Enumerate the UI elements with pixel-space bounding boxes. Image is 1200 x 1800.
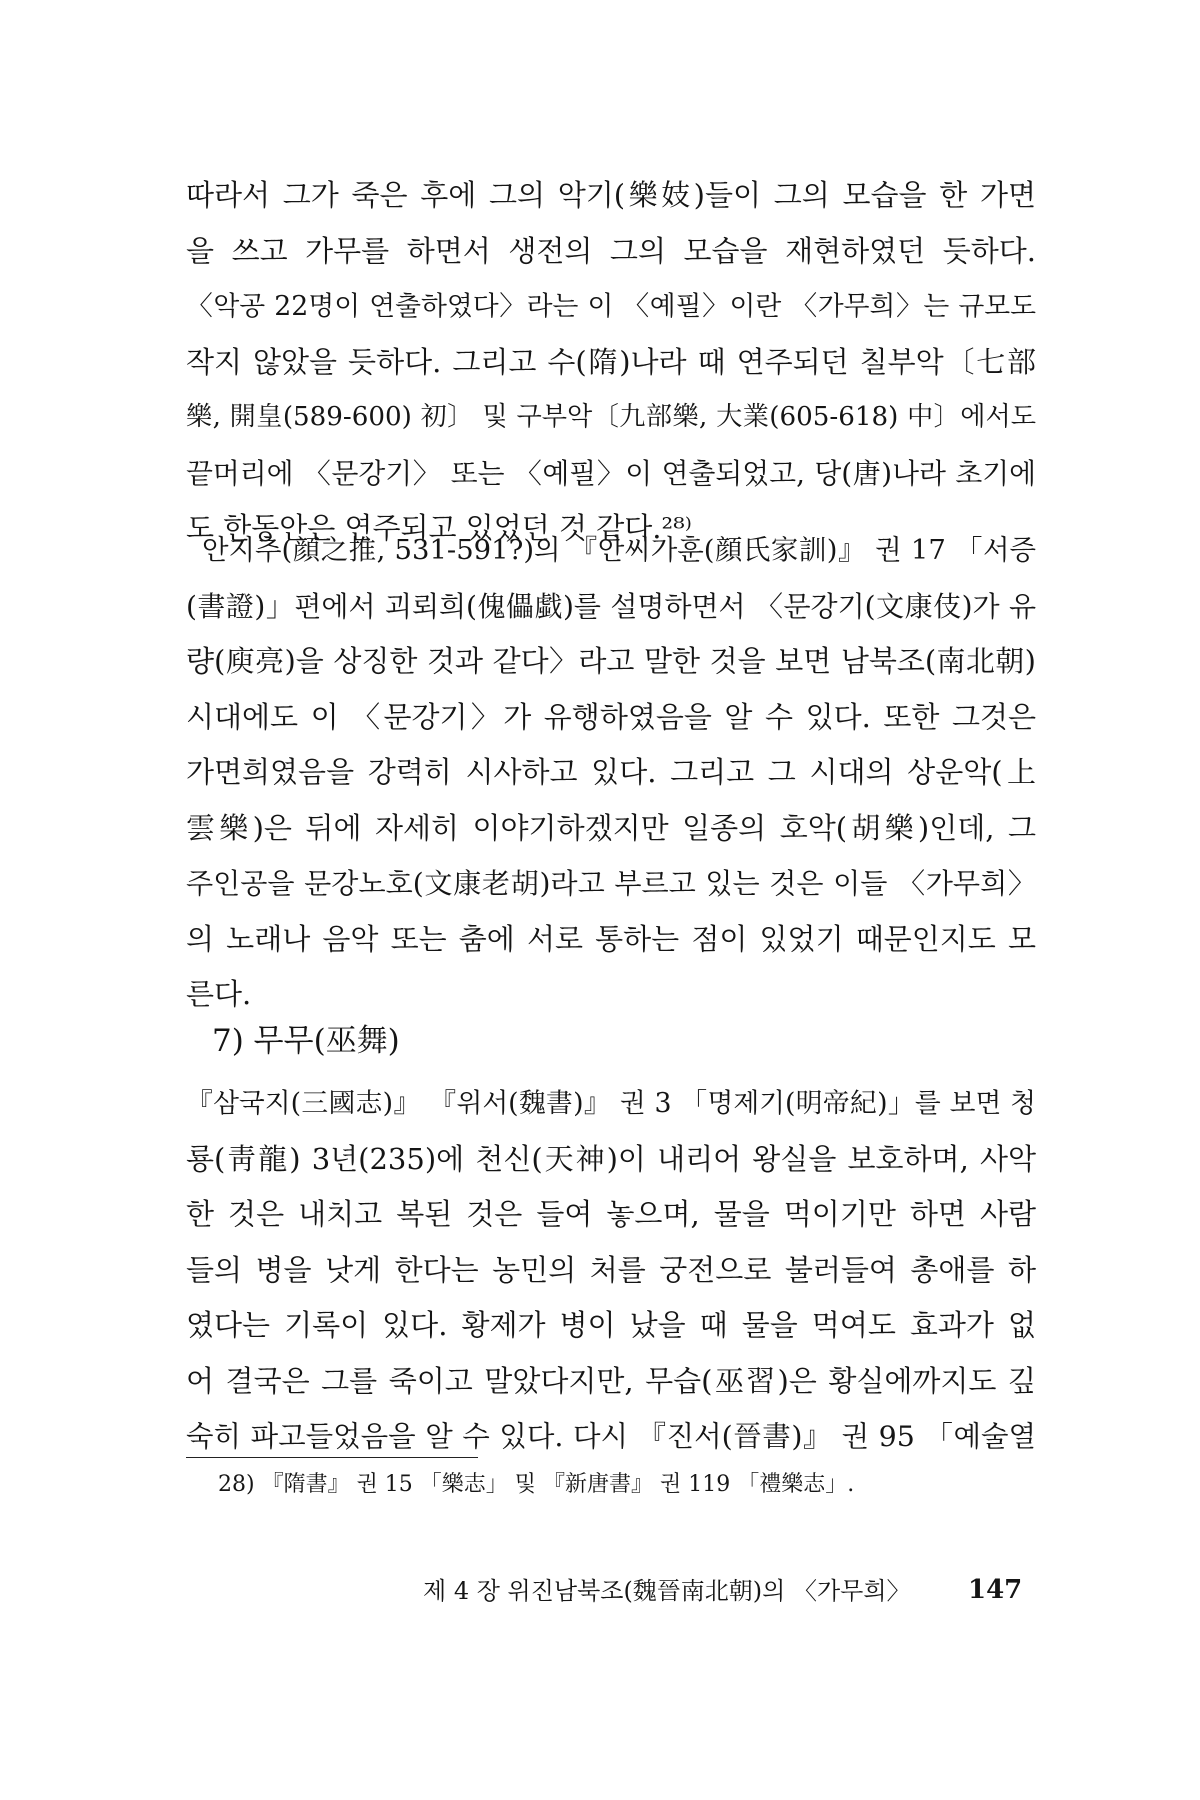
footnote-28: 28) 『隋書』 권 15 「樂志」 및 『新唐書』 권 119 「禮樂志」.	[218, 1472, 855, 1497]
paragraph-anjichu	[186, 523, 1036, 1023]
text-line: 시대에도 이 〈문강기〉가 유행하였음을 알 수 있다. 또한 그것은	[186, 699, 1036, 734]
text-line: 끝머리에 〈문강기〉 또는 〈예필〉이 연출되었고, 당(唐)나라 초기에	[186, 456, 1036, 490]
text-line: 도 한동안은 연주되고 있었던 것 같다.²⁸⁾	[186, 511, 692, 545]
page-number: 147	[968, 1575, 1023, 1605]
paragraph-gamuhui-performance	[186, 168, 1036, 557]
text-line: 룡(靑龍) 3년(235)에 천신(天神)이 내리어 왕실을 보호하며, 사악	[186, 1141, 1036, 1176]
text-line: 가면희였음을 강력히 시사하고 있다. 그리고 그 시대의 상운악(上	[186, 755, 1036, 789]
text-line: 『삼국지(三國志)』 『위서(魏書)』 권 3 「명제기(明帝紀)」를 보면 청	[186, 1088, 1036, 1119]
text-line: 을 쓰고 가무를 하면서 생전의 그의 모습을 재현하였던 듯하다.	[186, 233, 1036, 268]
running-footer-title: 제 4 장 위진남북조(魏晉南北朝)의 〈가무희〉	[423, 1577, 911, 1605]
text-line: 한 것은 내치고 복된 것은 들여 놓으며, 물을 먹이기만 하면 사람	[186, 1197, 1036, 1231]
text-line: (書證)」편에서 괴뢰희(傀儡戱)를 설명하면서 〈문강기(文康伎)가 유	[186, 589, 1036, 623]
text-line: 樂, 開皇(589-600) 初〕 및 구부악〔九部樂, 大業(605-618) 中〕에서도	[186, 402, 1036, 432]
text-line: 안지추(顔之推, 531-591?)의 『안씨가훈(顔氏家訓)』 권 17 「서증	[202, 535, 1036, 566]
paragraph-mumu	[186, 1076, 1036, 1465]
text-line: 따라서 그가 죽은 후에 그의 악기(樂妓)들이 그의 모습을 한 가면	[186, 178, 1036, 212]
text-line: 였다는 기록이 있다. 황제가 병이 났을 때 물을 먹여도 효과가 없	[186, 1308, 1036, 1342]
text-line: 들의 병을 낫게 한다는 농민의 처를 궁전으로 불러들여 총애를 하	[186, 1252, 1036, 1287]
text-line: 숙히 파고들었음을 알 수 있다. 다시 『진서(晉書)』 권 95 「예술열	[186, 1420, 1036, 1453]
section-heading: 7) 무무(巫舞)	[212, 1023, 400, 1059]
text-line: 작지 않았을 듯하다. 그리고 수(隋)나라 때 연주되던 칠부악〔七部	[186, 344, 1036, 379]
text-line: 어 결국은 그를 죽이고 말았다지만, 무습(巫習)은 황실에까지도 깊	[186, 1363, 1036, 1398]
text-line: 의 노래나 음악 또는 춤에 서로 통하는 점이 있었기 때문인지도 모	[186, 921, 1036, 956]
text-line: 량(庾亮)을 상징한 것과 같다〉라고 말한 것을 보면 남북조(南北朝)	[186, 644, 1036, 678]
text-line: 雲樂)은 뒤에 자세히 이야기하겠지만 일종의 호악(胡樂)인데, 그	[186, 810, 1036, 845]
text-line: 주인공을 문강노호(文康老胡)라고 부르고 있는 것은 이들 〈가무희〉	[186, 867, 1036, 900]
text-line: 른다.	[186, 977, 252, 1011]
text-line: 〈악공 22명이 연출하였다〉라는 이 〈예필〉이란 〈가무희〉는 규모도	[186, 291, 1036, 322]
footnote-divider	[186, 1457, 478, 1458]
